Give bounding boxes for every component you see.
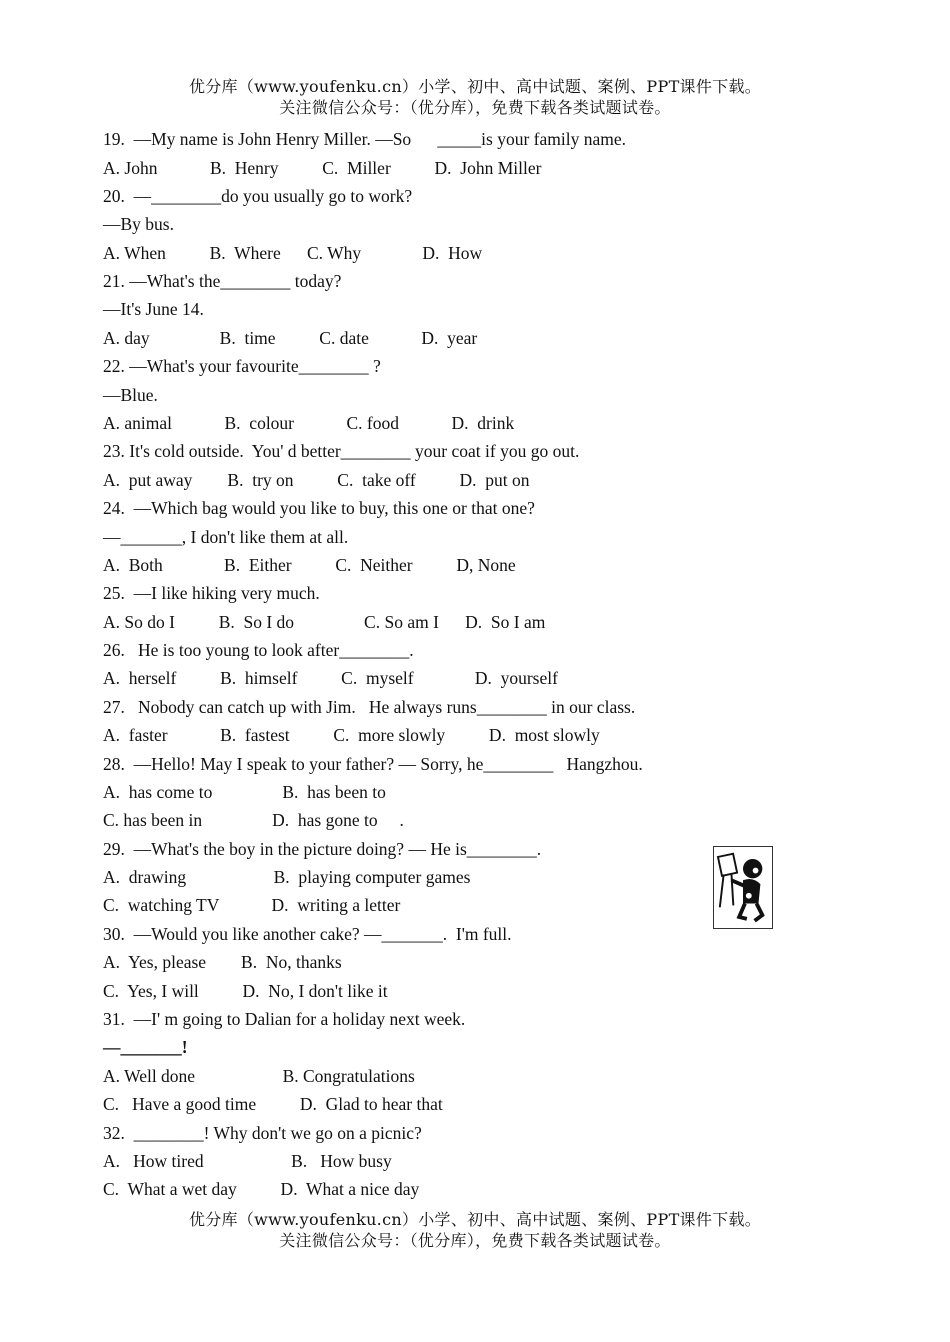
question-19: 19. —My name is John Henry Miller. —So _____is your family name. [103,129,627,149]
options-22: A. animal B. colour C. food D. drink [103,413,515,433]
options-31-cd: C. Have a good time D. Glad to hear that [103,1094,443,1114]
question-21: 21. —What's the________ today? [103,271,342,291]
question-26: 26. He is too young to look after________. [103,640,414,660]
footer-line-2: 关注微信公众号：（优分库），免费下载各类试题试卷。 [279,1231,671,1250]
question-27: 27. Nobody can catch up with Jim. He always runs________ in our class. [103,697,636,717]
question-28: 28. —Hello! May I speak to your father? — Sorry, he________ Hangzhou. [103,754,643,774]
question-24: 24. —Which bag would you like to buy, this one or that one? [103,498,535,518]
options-32-cd: C. What a wet day D. What a nice day [103,1179,420,1199]
options-29-ab: A. drawing B. playing computer games [103,867,471,887]
header-line-1: 优分库（www.youfenku.cn）小学、初中、高中试题、案例、PPT课件下载。 [188,77,762,96]
answer-line-31: —_______! [103,1037,188,1057]
question-29: 29. —What's the boy in the picture doing? — He is________. [103,839,542,859]
question-22: 22. —What's your favourite________ ? [103,356,381,376]
options-27: A. faster B. fastest C. more slowly D. most slowly [103,725,600,745]
options-28-ab: A. has come to B. has been to [103,782,386,802]
options-32-ab: A. How tired B. How busy [103,1151,392,1171]
options-28-cd: C. has been in D. has gone to . [103,810,404,830]
boy-drawing-illustration [713,846,773,929]
options-31-ab: A. Well done B. Congratulations [103,1066,415,1086]
footer-line-1: 优分库（www.youfenku.cn）小学、初中、高中试题、案例、PPT课件下载。 [188,1210,762,1229]
question-32: 32. ________! Why don't we go on a picnic? [103,1123,422,1143]
options-20: A. When B. Where C. Why D. How [103,243,483,263]
options-23: A. put away B. try on C. take off D. put on [103,470,530,490]
question-23: 23. It's cold outside. You' d better________ your coat if you go out. [103,441,580,461]
question-20: 20. —________do you usually go to work? [103,186,413,206]
question-30: 30. —Would you like another cake? —_______. I'm full. [103,924,512,944]
drawing-boy-icon [714,847,772,928]
question-31: 31. —I' m going to Dalian for a holiday next week. [103,1009,466,1029]
options-30-cd: C. Yes, I will D. No, I don't like it [103,981,388,1001]
answer-line-22: —Blue. [103,385,158,405]
options-26: A. herself B. himself C. myself D. yourself [103,668,558,688]
options-25: A. So do I B. So I do C. So am I D. So I am [103,612,546,632]
header-line-2: 关注微信公众号：（优分库），免费下载各类试题试卷。 [279,98,671,117]
options-30-ab: A. Yes, please B. No, thanks [103,952,342,972]
options-21: A. day B. time C. date D. year [103,328,478,348]
options-24: A. Both B. Either C. Neither D, None [103,555,516,575]
options-29-cd: C. watching TV D. writing a letter [103,895,401,915]
options-19: A. John B. Henry C. Miller D. John Miller [103,158,542,178]
answer-line-20: —By bus. [103,214,174,234]
question-25: 25. —I like hiking very much. [103,583,320,603]
answer-line-24: —_______, I don't like them at all. [103,527,349,547]
answer-line-21: —It's June 14. [103,299,204,319]
